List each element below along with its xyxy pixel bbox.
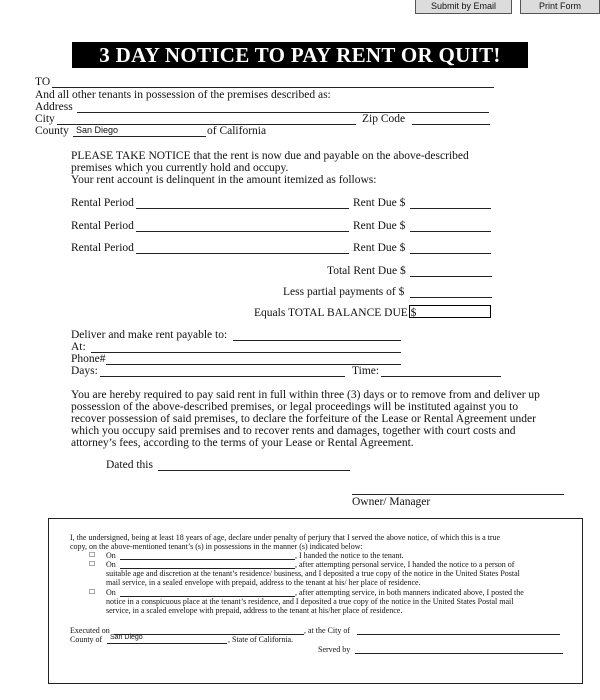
rental-period-label: Rental Period	[71, 242, 134, 254]
city-of-label: , at the City of	[304, 626, 350, 635]
executed-city-field[interactable]	[357, 625, 560, 635]
notice-line-3: Your rent account is delinquent in the amount itemized as follows:	[71, 174, 377, 186]
of-california-text: of California	[207, 125, 267, 137]
executed-on-label: Executed on	[70, 626, 110, 635]
rental-period-field[interactable]	[136, 197, 349, 209]
days-label: Days:	[71, 365, 98, 377]
days-field[interactable]	[100, 365, 345, 377]
other-tenants-text: And all other tenants in possession of the premises described as:	[35, 89, 331, 101]
deliver-label: Deliver and make rent payable to:	[71, 329, 228, 341]
zip-label: Zip Code	[362, 113, 406, 125]
body-line-2: possession of the above-described premises, or legal proceedings will be instituted against you to	[71, 401, 519, 413]
rent-due-label: Rent Due $	[353, 197, 406, 209]
rent-due-field[interactable]	[410, 197, 491, 209]
served-posting-checkbox[interactable]: ☐	[89, 588, 96, 596]
body-line-3: recover possession of said premises, to declare the forfeiture of the Lease or Rental Agreement under	[71, 413, 536, 425]
proof-county-field[interactable]	[107, 634, 227, 644]
option2-text-2: suitable age and discretion at the tenant’s residence/ business, and I deposited a true copy of the notice in the United States Postal	[106, 569, 520, 578]
owner-signature-line[interactable]	[352, 483, 564, 495]
time-field[interactable]	[381, 365, 501, 377]
address-field[interactable]	[77, 101, 489, 113]
rent-due-field[interactable]	[410, 242, 491, 254]
option2-text-1: , after attempting personal service, I handed the notice to a person of	[295, 560, 515, 569]
option3-date-field[interactable]	[120, 587, 295, 597]
on-label: On	[106, 560, 116, 569]
served-personally-checkbox[interactable]: ☐	[89, 551, 96, 559]
deliver-payable-field[interactable]	[233, 329, 401, 341]
proof-intro-1: I, the undersigned, being at least 18 years of age, declare under penalty of perjury that I served the above notice, of which this is a true	[70, 533, 501, 542]
option2-date-field[interactable]	[120, 559, 295, 569]
notice-line-2: premises which you currently hold and occupy.	[71, 162, 289, 174]
served-substitute-checkbox[interactable]: ☐	[89, 560, 96, 568]
option3-text-1: , after attempting service, in both manners indicated above, I posted the	[295, 588, 524, 597]
on-label: On	[106, 551, 116, 560]
phone-label: Phone#	[71, 353, 106, 365]
body-line-5: attorney’s fees, according to the terms of your Lease or Rental Agreement.	[71, 437, 414, 449]
body-line-1: You are hereby required to pay said rent in full within three (3) days or to remove from and deliver up	[71, 389, 540, 401]
city-label: City	[35, 113, 55, 125]
option2-text-3: mail service, in a sealed envelope with prepaid, address to the tenant at his/ her place of residence.	[106, 578, 421, 587]
owner-manager-label: Owner/ Manager	[352, 496, 431, 508]
rental-period-label: Rental Period	[71, 220, 134, 232]
dated-this-label: Dated this	[106, 459, 153, 471]
option3-text-2: notice in a conspicuous place at the tenant’s residence, and I deposited a true copy of the notice in the United States Postal mail	[106, 597, 514, 606]
proof-county-value: San Diego	[110, 634, 143, 641]
county-field[interactable]	[73, 125, 206, 137]
rental-period-field[interactable]	[136, 220, 349, 232]
rental-period-label: Rental Period	[71, 197, 134, 209]
address-label: Address	[35, 101, 73, 113]
proof-intro-2: copy, on the above-mentioned tenant’s (s) in possessions in the manner (s) indicated below:	[70, 542, 363, 551]
to-label: TO	[35, 76, 51, 88]
submit-by-email-button[interactable]: Submit by Email	[415, 0, 512, 14]
dated-field[interactable]	[158, 459, 350, 471]
rent-due-label: Rent Due $	[353, 242, 406, 254]
county-label: County	[35, 125, 69, 137]
page-title: 3 DAY NOTICE TO PAY RENT OR QUIT!	[72, 42, 528, 68]
partial-payments-field[interactable]	[410, 286, 492, 298]
served-by-field[interactable]	[355, 644, 563, 654]
option3-text-3: service, in a scaled envelope with prepaid, address to the tenant at his/her place of residence.	[106, 606, 403, 615]
on-label: On	[106, 588, 116, 597]
served-by-label: Served by	[318, 645, 351, 654]
print-form-button[interactable]: Print Form	[520, 0, 600, 14]
city-field[interactable]	[57, 113, 356, 125]
notice-line-1: PLEASE TAKE NOTICE that the rent is now due and payable on the above-described	[71, 150, 469, 162]
at-field[interactable]	[91, 341, 401, 353]
rental-period-field[interactable]	[136, 242, 349, 254]
rent-due-field[interactable]	[410, 220, 491, 232]
phone-field[interactable]	[106, 353, 401, 365]
total-rent-due-field[interactable]	[410, 265, 492, 277]
total-balance-field[interactable]	[409, 305, 491, 318]
county-value: San Diego	[76, 125, 119, 135]
rent-due-label: Rent Due $	[353, 220, 406, 232]
time-label: Time:	[352, 365, 380, 377]
proof-county-label: County of	[70, 635, 103, 644]
option1-text: , I handed the notice to the tenant.	[295, 551, 404, 560]
total-rent-due-label: Total Rent Due $	[327, 265, 406, 277]
body-line-4: which you occupy said premises and to recover rents and damages, together with court costs and	[71, 425, 516, 437]
at-label: At:	[71, 341, 86, 353]
state-of-california-text: , State of California.	[228, 635, 294, 644]
zip-field[interactable]	[412, 113, 490, 125]
to-field[interactable]	[52, 76, 494, 88]
partial-payments-label: Less partial payments of $	[283, 286, 405, 298]
total-balance-label: Equals TOTAL BALANCE DUE $	[254, 307, 417, 319]
